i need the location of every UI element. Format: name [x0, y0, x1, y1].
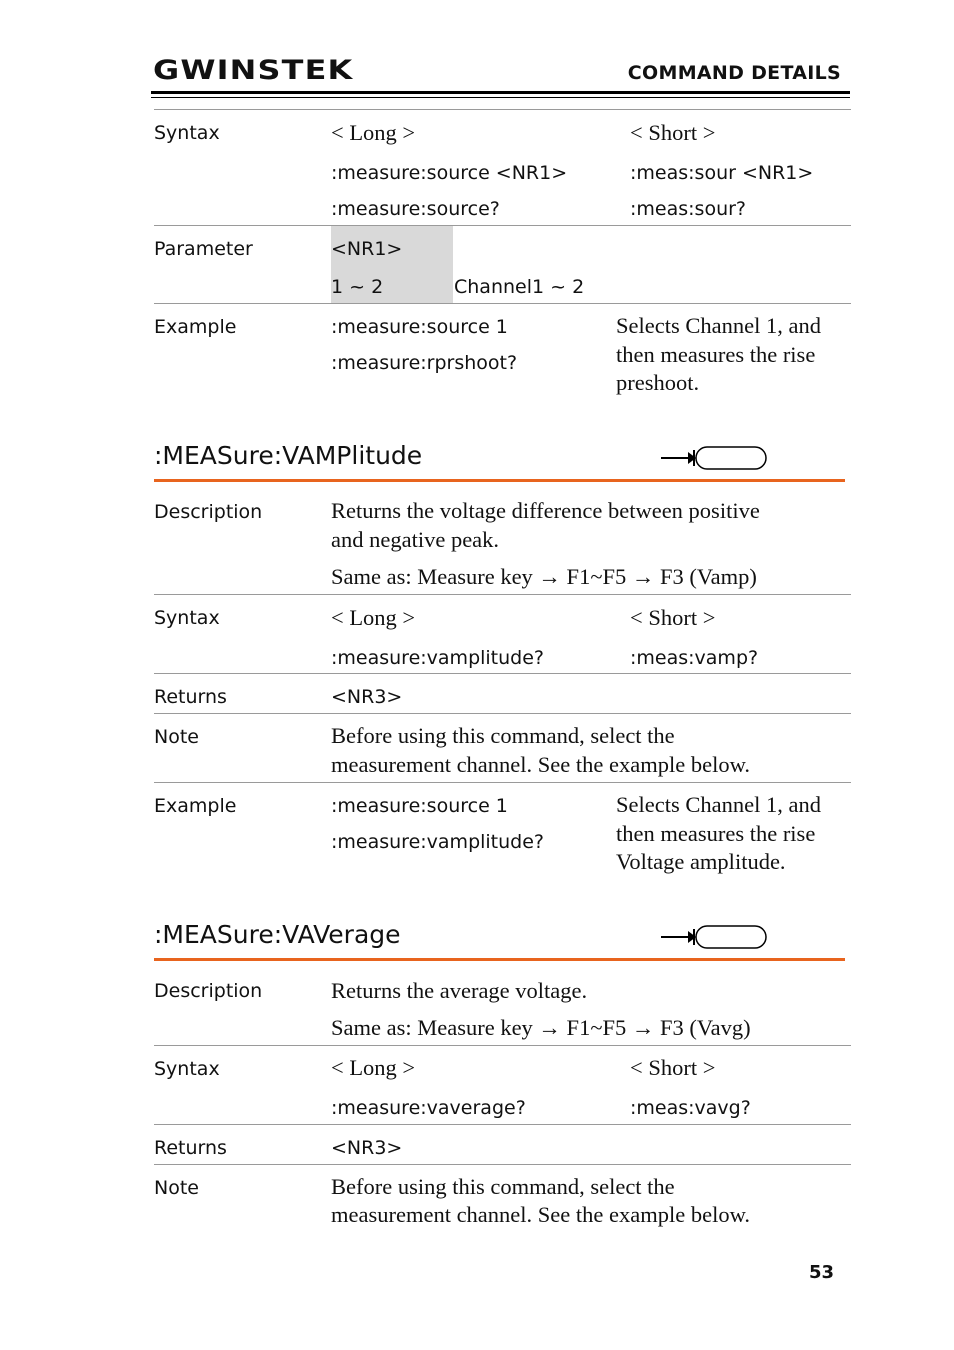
section-header: COMMAND DETAILS — [627, 62, 841, 84]
section-rule — [154, 958, 845, 961]
example-line-1: :measure:source 1 — [331, 795, 508, 817]
table-divider — [154, 782, 851, 783]
example-desc-2: then measures the rise — [616, 821, 816, 846]
example-line-2: :measure:vamplitude? — [331, 831, 545, 853]
syntax-long-header: < Long > — [331, 605, 416, 630]
syntax-short-header: < Short > — [630, 1055, 716, 1080]
description-same-as: Same as: Measure key → F1~F5 → F3 (Vamp) — [331, 564, 757, 589]
table-divider — [154, 1164, 851, 1165]
gw-instek-logo: GWINSTEK — [153, 55, 354, 86]
syntax-long-set: :measure:source <NR1> — [331, 162, 568, 184]
description-same-as: Same as: Measure key → F1~F5 → F3 (Vavg) — [331, 1015, 751, 1040]
syntax-short-set: :meas:sour <NR1> — [630, 162, 814, 184]
returns-label: Returns — [154, 686, 227, 708]
parameter-range: 1 ~ 2 — [331, 276, 384, 298]
example-label: Example — [154, 316, 237, 338]
syntax-short-query: :meas:vavg? — [630, 1097, 751, 1119]
header-rule-thin — [151, 97, 850, 98]
table-divider — [154, 713, 851, 714]
query-arrow-icon — [660, 445, 768, 471]
example-line-1: :measure:source 1 — [331, 316, 508, 338]
syntax-short-header: < Short > — [630, 120, 716, 145]
description-label: Description — [154, 501, 263, 523]
syntax-long-query: :measure:source? — [331, 198, 500, 220]
syntax-long-header: < Long > — [331, 1055, 416, 1080]
description-label: Description — [154, 980, 263, 1002]
note-label: Note — [154, 1177, 199, 1199]
query-arrow-icon — [660, 924, 768, 950]
syntax-short-header: < Short > — [630, 605, 716, 630]
syntax-short-query: :meas:sour? — [630, 198, 747, 220]
table-divider — [154, 303, 851, 304]
page-number: 53 — [808, 1262, 834, 1283]
example-label: Example — [154, 795, 237, 817]
table-divider — [154, 594, 851, 595]
parameter-type: <NR1> — [331, 238, 403, 260]
parameter-desc: Channel1 ~ 2 — [454, 276, 585, 298]
returns-label: Returns — [154, 1137, 227, 1159]
syntax-long-query: :measure:vaverage? — [331, 1097, 526, 1119]
returns-value: <NR3> — [331, 686, 403, 708]
table-divider — [154, 1124, 851, 1125]
syntax-label: Syntax — [154, 122, 220, 144]
table-divider — [154, 109, 851, 110]
note-line-2: measurement channel. See the example below. — [331, 1202, 750, 1227]
note-label: Note — [154, 726, 199, 748]
description-line-1: Returns the average voltage. — [331, 978, 588, 1003]
table-divider — [154, 1045, 851, 1046]
example-line-2: :measure:rprshoot? — [331, 352, 518, 374]
example-desc-1: Selects Channel 1, and — [616, 792, 821, 817]
note-line-2: measurement channel. See the example below. — [331, 752, 750, 777]
syntax-label: Syntax — [154, 1058, 220, 1080]
example-desc-3: Voltage amplitude. — [616, 849, 786, 874]
header-rule-thick — [151, 91, 850, 94]
example-desc-2: then measures the rise — [616, 342, 816, 367]
description-line-1: Returns the voltage difference between positive — [331, 498, 760, 523]
table-divider — [154, 225, 851, 226]
syntax-long-header: < Long > — [331, 120, 416, 145]
section-rule — [154, 479, 845, 482]
example-desc-1: Selects Channel 1, and — [616, 313, 821, 338]
description-line-2: and negative peak. — [331, 527, 500, 552]
note-line-1: Before using this command, select the — [331, 1174, 675, 1199]
note-line-1: Before using this command, select the — [331, 723, 675, 748]
section-title-vaverage: :MEASure:VAVerage — [154, 920, 401, 949]
syntax-long-query: :measure:vamplitude? — [331, 647, 545, 669]
parameter-label: Parameter — [154, 238, 253, 260]
section-title-vamplitude: :MEASure:VAMPlitude — [154, 441, 423, 470]
returns-value: <NR3> — [331, 1137, 403, 1159]
syntax-label: Syntax — [154, 607, 220, 629]
table-divider — [154, 673, 851, 674]
example-desc-3: preshoot. — [616, 370, 700, 395]
syntax-short-query: :meas:vamp? — [630, 647, 759, 669]
